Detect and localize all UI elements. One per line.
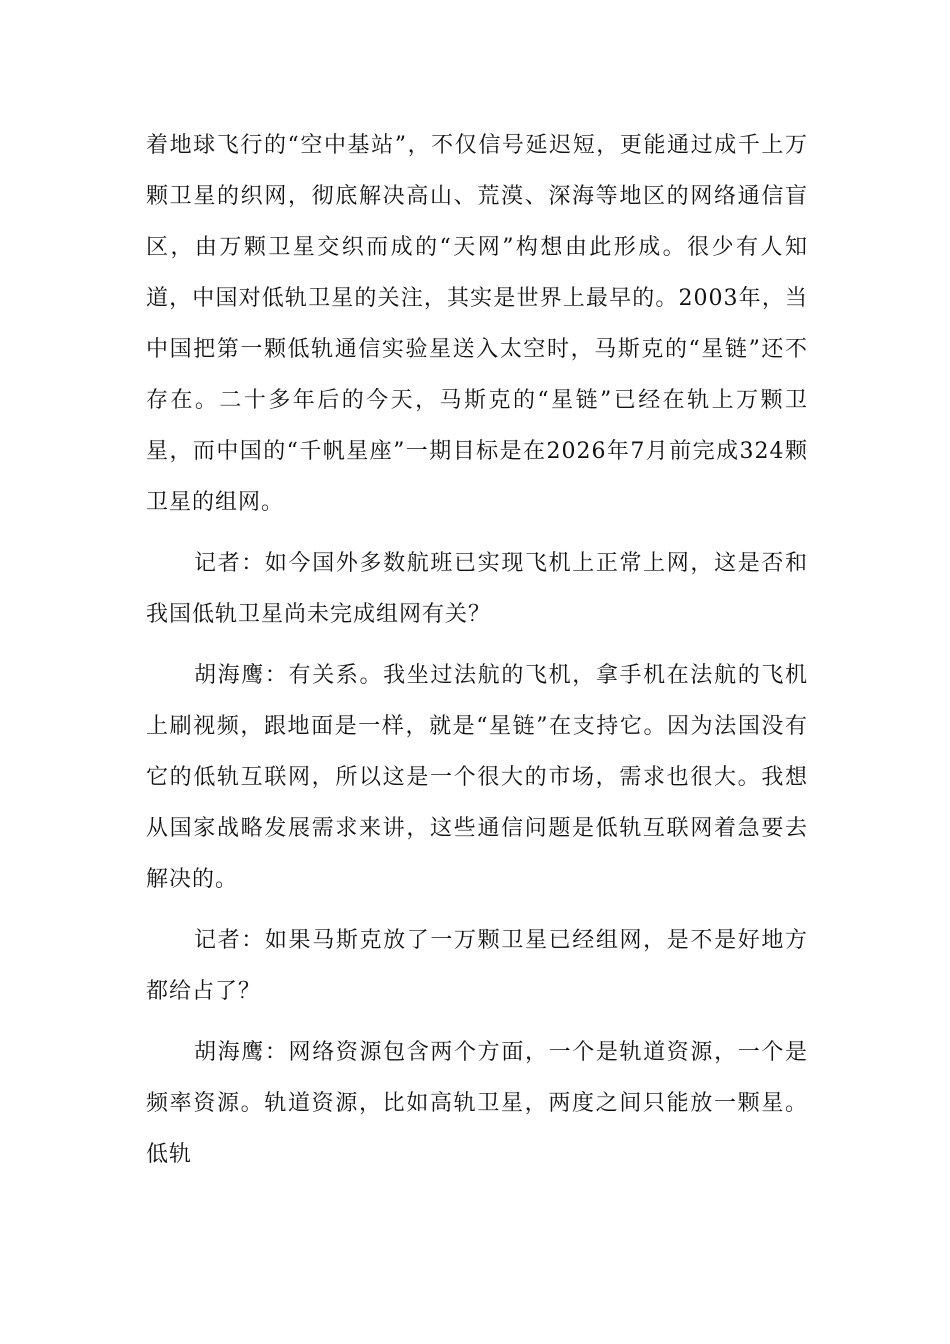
paragraph-reporter-question-2: 记者：如果马斯克放了一万颗卫星已经组网，是不是好地方都给占了？ [146, 928, 808, 1004]
paragraph-hu-haiying-answer-1: 胡海鹰：有关系。我坐过法航的飞机，拿手机在法航的飞机上刷视频，跟地面是一样，就是“星链”在支持它。因为法国没有它的低轨互联网，所以这是一个很大的市场，需求也很大。我想从国家战略发展需求来讲，这些通信问题是低轨互联网着急要去解决的。 [146, 663, 808, 892]
paragraph-hu-haiying-answer-2: 胡海鹰：网络资源包含两个方面，一个是轨道资源，一个是频率资源。轨道资源，比如高轨卫星，两度之间只能放一颗星。低轨 [146, 1040, 808, 1167]
document-body [146, 120, 808, 1190]
paragraph-reporter-question-1: 记者：如今国外多数航班已实现飞机上正常上网，这是否和我国低轨卫星尚未完成组网有关？ [146, 551, 808, 627]
paragraph-satellite-network: 着地球飞行的“空中基站”，不仅信号延迟短，更能通过成千上万颗卫星的织网，彻底解决高山、荒漠、深海等地区的网络通信盲区，由万颗卫星交织而成的“天网”构想由此形成。很少有人知道，中国对低轨卫星的关注，其实是世界上最早的。2003年，当中国把第一颗低轨通信实验星送入太空时，马斯克的“星链”还不存在。二十多年后的今天，马斯克的“星链”已经在轨上万颗卫星，而中国的“千帆星座”一期目标是在2026年7月前完成324颗卫星的组网。 [146, 133, 808, 515]
